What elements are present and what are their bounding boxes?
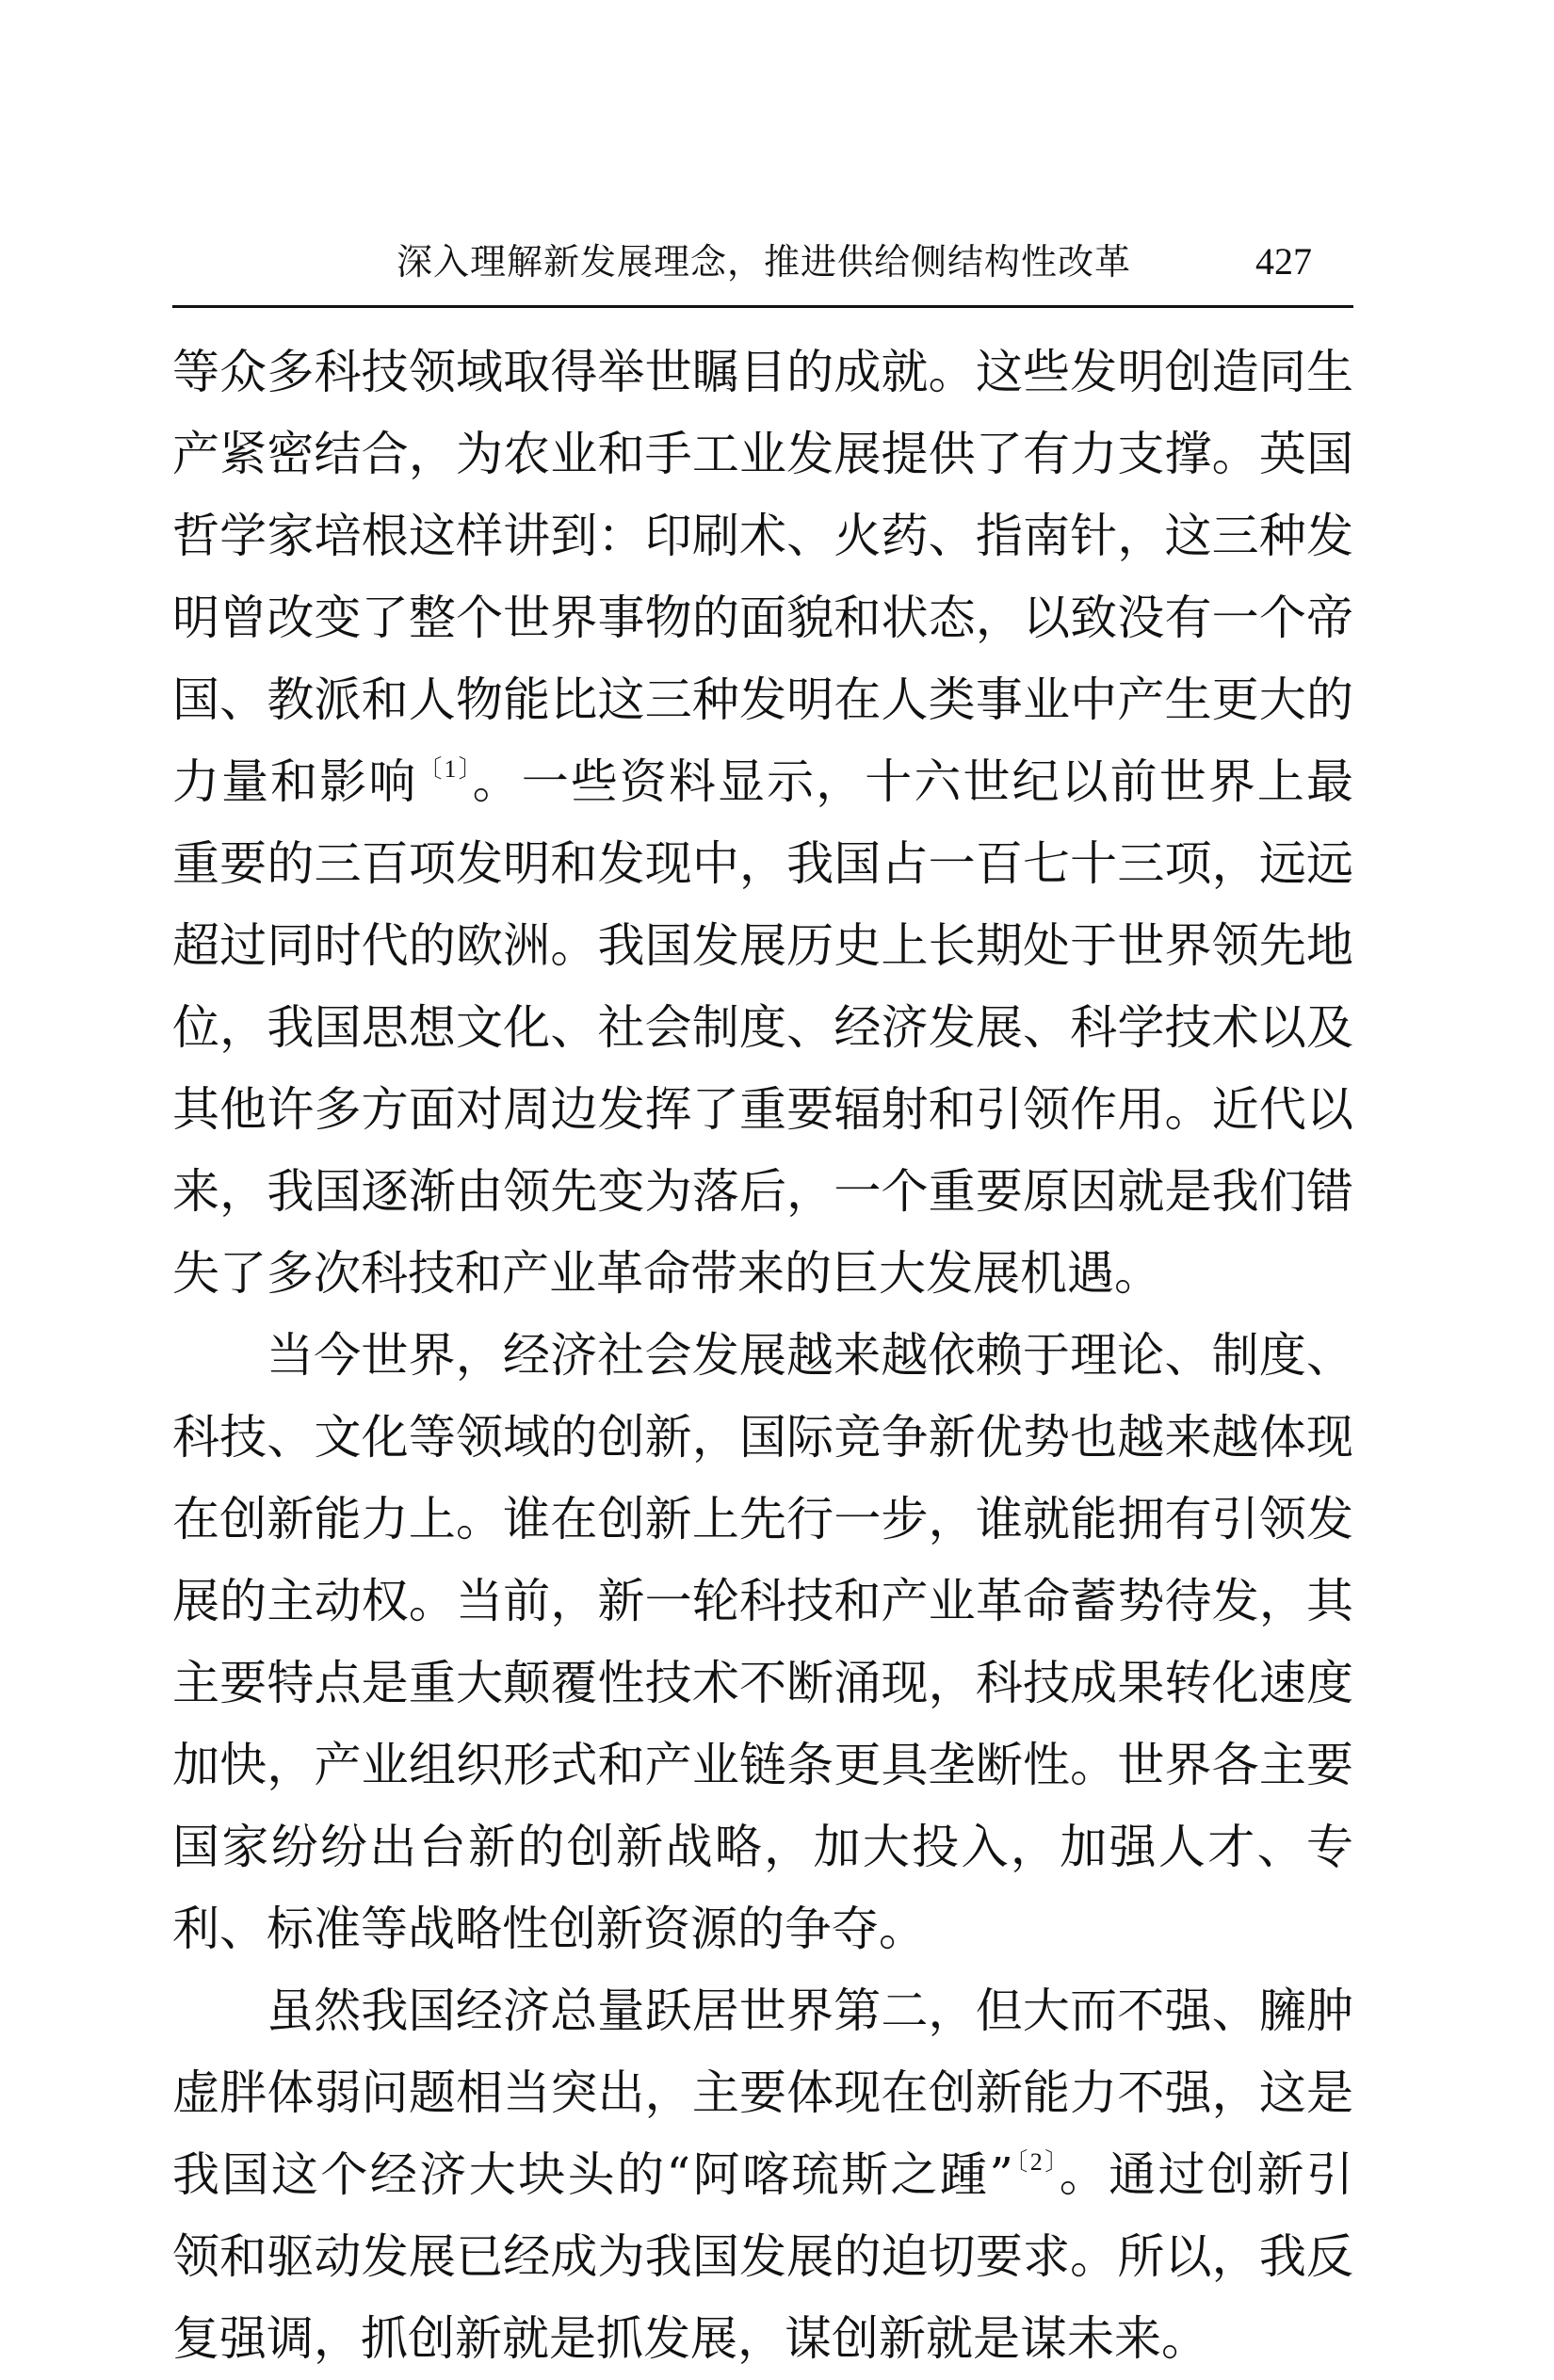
text-line — [172, 1233, 1353, 1315]
running-title: 深入理解新发展理念，推进供给侧结构性改革 — [397, 241, 1132, 283]
text-line — [172, 1643, 1353, 1724]
body-text — [172, 332, 1353, 2380]
text-line — [172, 2134, 1353, 2216]
text-line — [172, 2216, 1353, 2298]
line-text: 重要的三百项发明和发现中，我国占一百七十三项，远远 — [172, 836, 1353, 891]
line-text: 在创新能力上。谁在创新上先行一步，谁就能拥有引领发 — [172, 1492, 1353, 1546]
footnote-ref: 〔2〕 — [1012, 2148, 1060, 2176]
header-rule — [172, 305, 1353, 308]
text-line — [172, 1724, 1353, 1806]
text-line — [172, 659, 1353, 741]
line-text: 明曾改变了整个世界事物的面貌和状态，以致没有一个帝 — [172, 591, 1353, 645]
line-text: 失了多次科技和产业革命带来的巨大发展机遇。 — [172, 1246, 1161, 1301]
line-text: 主要特点是重大颠覆性技术不断涌现，科技成果转化速度 — [172, 1656, 1353, 1710]
line-text: 。一些资料显示，十六世纪以前世界上最 — [472, 754, 1354, 809]
text-line — [172, 2298, 1353, 2380]
text-line — [172, 1397, 1353, 1479]
line-text: 虽然我国经济总量跃居世界第二，但大而不强、臃肿 — [267, 1983, 1353, 2038]
text-line — [172, 1561, 1353, 1643]
text-line — [172, 1970, 1353, 2052]
line-text: 来，我国逐渐由领先变为落后，一个重要原因就是我们错 — [172, 1164, 1353, 1219]
line-text: 科技、文化等领域的创新，国际竞争新优势也越来越体现 — [172, 1410, 1353, 1465]
text-line — [172, 987, 1353, 1069]
text-line — [172, 1069, 1353, 1151]
running-head — [172, 234, 1353, 290]
text-line — [172, 823, 1353, 905]
line-text: 领和驱动发展已经成为我国发展的迫切要求。所以，我反 — [172, 2229, 1353, 2284]
line-text: 国家纷纷出台新的创新战略，加大投入，加强人才、专 — [172, 1820, 1353, 1874]
text-line — [172, 1151, 1353, 1233]
line-text: 哲学家培根这样讲到：印刷术、火药、指南针，这三种发 — [172, 509, 1353, 563]
line-text: 我国这个经济大块头的“阿喀琉斯之踵” — [172, 2147, 1013, 2202]
line-text: 复强调，抓创新就是抓发展，谋创新就是谋未来。 — [172, 2311, 1208, 2366]
line-text: 等众多科技领域取得举世瞩目的成就。这些发明创造同生 — [172, 345, 1353, 399]
line-text: 超过同时代的欧洲。我国发展历史上长期处于世界领先地 — [172, 918, 1353, 973]
line-text: 国、教派和人物能比这三种发明在人类事业中产生更大的 — [172, 672, 1353, 727]
line-text: 其他许多方面对周边发挥了重要辐射和引领作用。近代以 — [172, 1082, 1353, 1137]
line-text: 加快，产业组织形式和产业链条更具垄断性。世界各主要 — [172, 1738, 1353, 1792]
text-line — [172, 1806, 1353, 1888]
text-line — [172, 1888, 1353, 1970]
line-text: 利、标准等战略性创新资源的争夺。 — [172, 1902, 926, 1956]
text-line — [172, 413, 1353, 495]
line-text: 产紧密结合，为农业和手工业发展提供了有力支撑。英国 — [172, 427, 1353, 481]
line-text: 位，我国思想文化、社会制度、经济发展、科学技术以及 — [172, 1000, 1353, 1055]
text-line — [172, 905, 1353, 987]
line-text: 当今世界，经济社会发展越来越依赖于理论、制度、 — [267, 1328, 1353, 1383]
text-line — [172, 495, 1353, 577]
line-text: 虚胖体弱问题相当突出，主要体现在创新能力不强，这是 — [172, 2065, 1353, 2120]
text-line — [172, 1315, 1353, 1397]
text-line — [172, 2052, 1353, 2134]
line-text: 展的主动权。当前，新一轮科技和产业革命蓄势待发，其 — [172, 1574, 1353, 1628]
line-text: 。通过创新引 — [1059, 2147, 1353, 2202]
page-number: 427 — [1255, 240, 1312, 283]
text-line — [172, 1479, 1353, 1561]
footnote-ref: 〔1〕 — [417, 755, 473, 783]
text-line — [172, 577, 1353, 659]
line-text: 力量和影响 — [172, 754, 418, 809]
text-line — [172, 332, 1353, 413]
text-line — [172, 741, 1353, 823]
